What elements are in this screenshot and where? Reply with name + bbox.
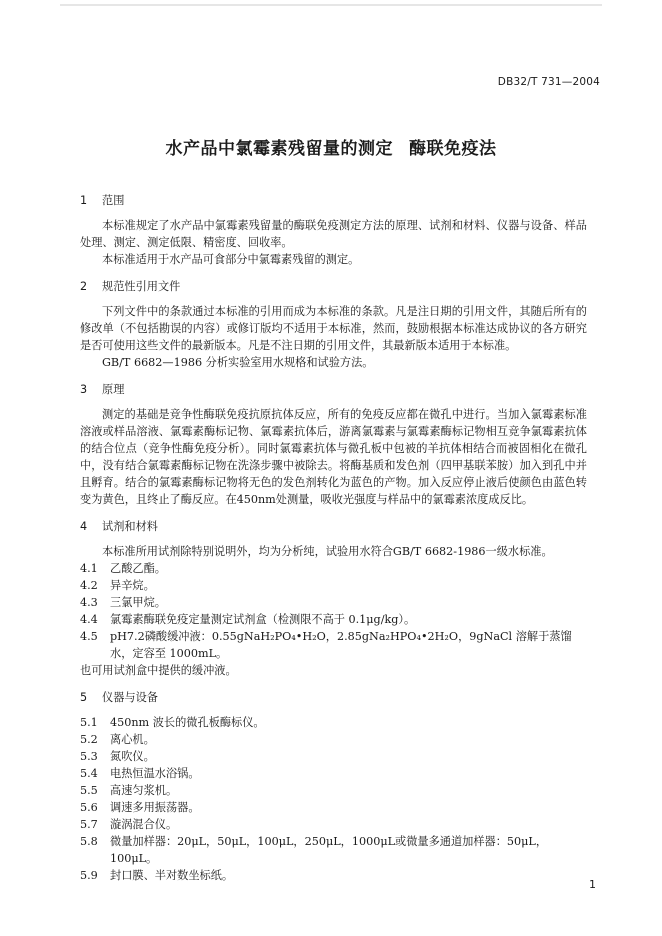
document-body xyxy=(80,192,587,884)
section-heading-reagents: 4 试剂和材料 xyxy=(80,520,158,533)
section-heading-principle: 3 原理 xyxy=(80,383,125,396)
list-item: 5.9 封口膜、半对数坐标纸。 xyxy=(80,869,234,882)
paragraph: 下列文件中的条款通过本标准的引用而成为本标准的条款。凡是注日期的引用文件，其随后所有的修改单（不包括勘误的内容）或修订版均不适用于本标准，然而，鼓励根据本标准达成协议的各方研究是否可使用这些文件的最新版本。凡是不注日期的引用文件，其最新版本适用于本标准。 xyxy=(80,305,587,352)
list-item: 5.2 离心机。 xyxy=(80,733,155,746)
page-number: 1 xyxy=(589,878,596,891)
reference-item: GB/T 6682—1986 分析实验室用水规格和试验方法。 xyxy=(102,356,374,369)
paragraph: 本标准规定了水产品中氯霉素残留量的酶联免疫测定方法的原理、试剂和材料、仪器与设备、样品处理、测定、测定低限、精密度、回收率。 xyxy=(80,219,587,249)
top-border-line xyxy=(60,4,602,6)
list-item: 4.5 pH7.2磷酸缓冲液：0.55gNaH₂PO₄•H₂O，2.85gNa₂HPO₄•2H₂O，9gNaCl 溶解于蒸馏水，定容至 1000mL。 xyxy=(80,630,572,660)
list-item: 5.6 调速多用振荡器。 xyxy=(80,801,200,814)
list-item: 4.4 氯霉素酶联免疫定量测定试剂盒（检测限不高于 0.1μg/kg）。 xyxy=(80,613,416,626)
title-method: 酶联免疫法 xyxy=(409,139,497,159)
paragraph: 测定的基础是竞争性酶联免疫抗原抗体反应，所有的免疫反应都在微孔中进行。当加入氯霉素标准溶液或样品溶液、氯霉素酶标记物、氯霉素抗体后，游离氯霉素与氯霉素酶标记物相互竞争氯霉素抗体的结合位点（竞争性酶免疫分析）。同时氯霉素抗体与微孔板中包被的羊抗体相结合而被固相化在微孔中，没有结合氯霉素酶标记物在洗涤步骤中被除去。将酶基质和发色剂（四甲基联苯胺）加入到孔中并且孵育。结合的氯霉素酶标记物将无色的发色剂转化为蓝色的产物。加入反应停止液后使颜色由蓝色转变为黄色，且终止了酶反应。在450nm处测量，吸收光强度与样品中的氯霉素浓度成反比。 xyxy=(80,408,587,506)
document-id: DB32/T 731—2004 xyxy=(497,76,600,88)
title-main: 水产品中氯霉素残留量的测定 xyxy=(165,139,393,159)
section-heading-normative-references: 2 规范性引用文件 xyxy=(80,280,181,293)
list-item: 5.8 微量加样器：20μL，50μL，100μL，250μL，1000μL或微量多通道加样器：50μL，100μL。 xyxy=(80,835,548,865)
paragraph: 也可用试剂盒中提供的缓冲液。 xyxy=(80,664,237,677)
paragraph: 本标准所用试剂除特别说明外，均为分析纯，试验用水符合GB/T 6682-1986一级水标准。 xyxy=(102,545,553,558)
list-item: 5.4 电热恒温水浴锅。 xyxy=(80,767,200,780)
list-item: 5.3 氮吹仪。 xyxy=(80,750,155,763)
list-item: 5.1 450nm 波长的微孔板酶标仪。 xyxy=(80,716,265,729)
list-item: 5.7 漩涡混合仪。 xyxy=(80,818,178,831)
list-item: 4.3 三氯甲烷。 xyxy=(80,596,166,609)
list-item: 4.1 乙酸乙酯。 xyxy=(80,562,166,575)
section-heading-scope: 1 范围 xyxy=(80,194,125,207)
paragraph: 本标准适用于水产品可食部分中氯霉素残留的测定。 xyxy=(102,253,360,266)
section-heading-apparatus: 5 仪器与设备 xyxy=(80,691,158,704)
page-title xyxy=(0,134,662,159)
list-item: 5.5 高速匀浆机。 xyxy=(80,784,178,797)
list-item: 4.2 异辛烷。 xyxy=(80,579,155,592)
